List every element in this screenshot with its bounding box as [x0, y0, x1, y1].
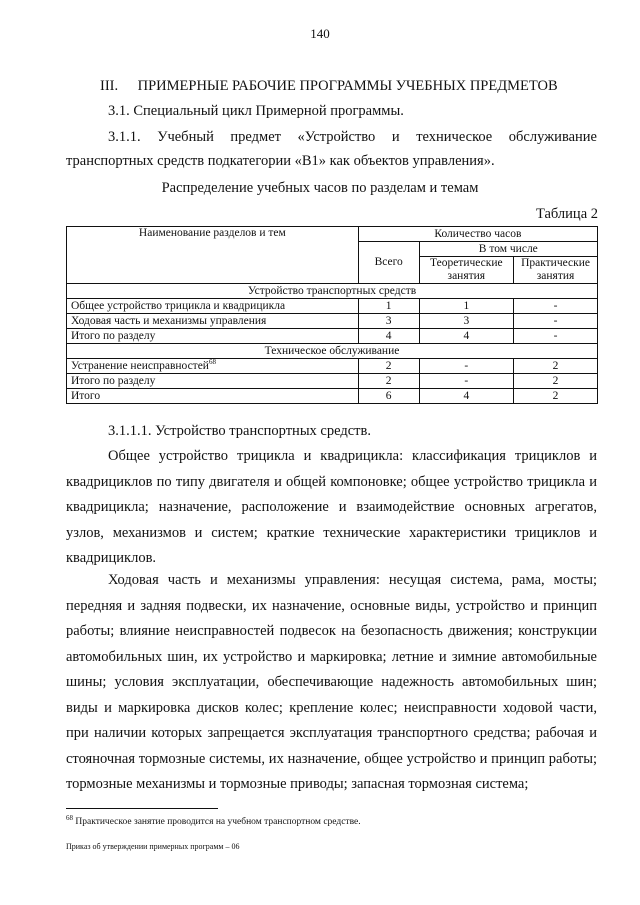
row-practice-cell: 2 — [514, 389, 598, 404]
page-number: 140 — [310, 26, 330, 41]
row-theory-cell: 3 — [419, 314, 513, 329]
section-title-cell: Техническое обслуживание — [67, 344, 598, 359]
paragraph: Общее устройство трицикла и квадрицикла: классификация трициклов и квадрициклов по типу двигателя и общей компоновке; общее устройство трицикла и квадрицикла; назначение, расположение и взаимодействие основных агрегатов, узлов, механизмов и систем; краткие технические характеристики трициклов и квадрициклов. — [66, 448, 597, 566]
table-row — [67, 329, 598, 344]
row-total-cell: 2 — [358, 374, 419, 389]
section-title-text: ПРИМЕРНЫЕ РАБОЧИЕ ПРОГРАММЫ УЧЕБНЫХ ПРЕДМЕТОВ — [137, 78, 558, 94]
row-practice-cell: - — [514, 299, 598, 314]
row-name-cell — [67, 359, 359, 374]
footnote-number: 68 — [66, 813, 73, 822]
table-header-row — [67, 227, 598, 242]
header-theory-cell: Теоретические занятия — [419, 257, 513, 284]
page-footer: Приказ об утверждении примерных программ – 06 — [66, 842, 240, 851]
table-row — [67, 374, 598, 389]
row-practice-cell: - — [514, 314, 598, 329]
header-total-cell: Всего — [358, 242, 419, 284]
section-number: III. — [100, 78, 119, 94]
header-name-cell: Наименование разделов и тем — [67, 227, 359, 284]
subject-heading-line2: транспортных средств подкатегории «В1» как объектов управления». — [66, 153, 495, 169]
row-total-cell: 6 — [358, 389, 419, 404]
table-total-row — [67, 389, 598, 404]
table-label: Таблица 2 — [535, 206, 598, 222]
table-row — [67, 299, 598, 314]
table-section-row — [67, 284, 598, 299]
hours-table — [66, 226, 598, 404]
footnote-ref: 68 — [208, 357, 216, 366]
footnote-divider — [66, 808, 218, 809]
row-name-cell: Итого по разделу — [67, 374, 359, 389]
row-practice-cell: 2 — [514, 359, 598, 374]
header-hours-cell: Количество часов — [358, 227, 597, 242]
row-total-cell: 4 — [358, 329, 419, 344]
row-name-text: Устранение неисправностей — [71, 359, 209, 372]
paragraph: Ходовая часть и механизмы управления: несущая система, рама, мосты; передняя и задняя подвески, их назначение, основные виды, устройство и принцип работы; влияние неисправностей подвесок на безопасность движения; конструкции автомобильных шин, их устройство и маркировка; летние и зимние автомобильные шины; условия эксплуатации, обеспечивающие надежность автомобильных шин; виды и маркировка дисков колес; крепление колес; неисправности ходовой части, при наличии которых запрещается эксплуатация транспортного средства; рабочая и стояночная тормозные системы, их назначение, общее устройство и принцип работы; тормозные механизмы и тормозные приводы; запасная тормозная система; — [66, 572, 597, 792]
row-total-cell: 1 — [358, 299, 419, 314]
row-theory-cell: - — [419, 359, 513, 374]
subject-heading-line1: 3.1.1. Учебный предмет «Устройство и техническое обслуживание — [108, 129, 597, 145]
table-section-row — [67, 344, 598, 359]
row-practice-cell: - — [514, 329, 598, 344]
subsection-heading: 3.1. Специальный цикл Примерной программы. — [108, 103, 404, 119]
row-name-cell: Итого по разделу — [67, 329, 359, 344]
header-practice-cell: Практические занятия — [514, 257, 598, 284]
header-including-cell: В том числе — [419, 242, 597, 257]
row-theory-cell: 1 — [419, 299, 513, 314]
row-theory-cell: 4 — [419, 329, 513, 344]
row-total-cell: 3 — [358, 314, 419, 329]
row-theory-cell: 4 — [419, 389, 513, 404]
footnote-text: Практическое занятие проводится на учебном транспортном средстве. — [75, 817, 361, 827]
row-theory-cell: - — [419, 374, 513, 389]
row-practice-cell: 2 — [514, 374, 598, 389]
section-title — [100, 78, 590, 95]
table-row — [67, 314, 598, 329]
row-name-cell: Ходовая часть и механизмы управления — [67, 314, 359, 329]
row-total-cell: 2 — [358, 359, 419, 374]
subsubsection-heading: 3.1.1.1. Устройство транспортных средств. — [108, 423, 371, 439]
section-title-cell: Устройство транспортных средств — [67, 284, 598, 299]
distribution-title: Распределение учебных часов по разделам и темам — [161, 180, 479, 196]
footnote — [66, 813, 361, 827]
row-name-cell: Итого — [67, 389, 359, 404]
table-row — [67, 359, 598, 374]
row-name-cell: Общее устройство трицикла и квадрицикла — [67, 299, 359, 314]
